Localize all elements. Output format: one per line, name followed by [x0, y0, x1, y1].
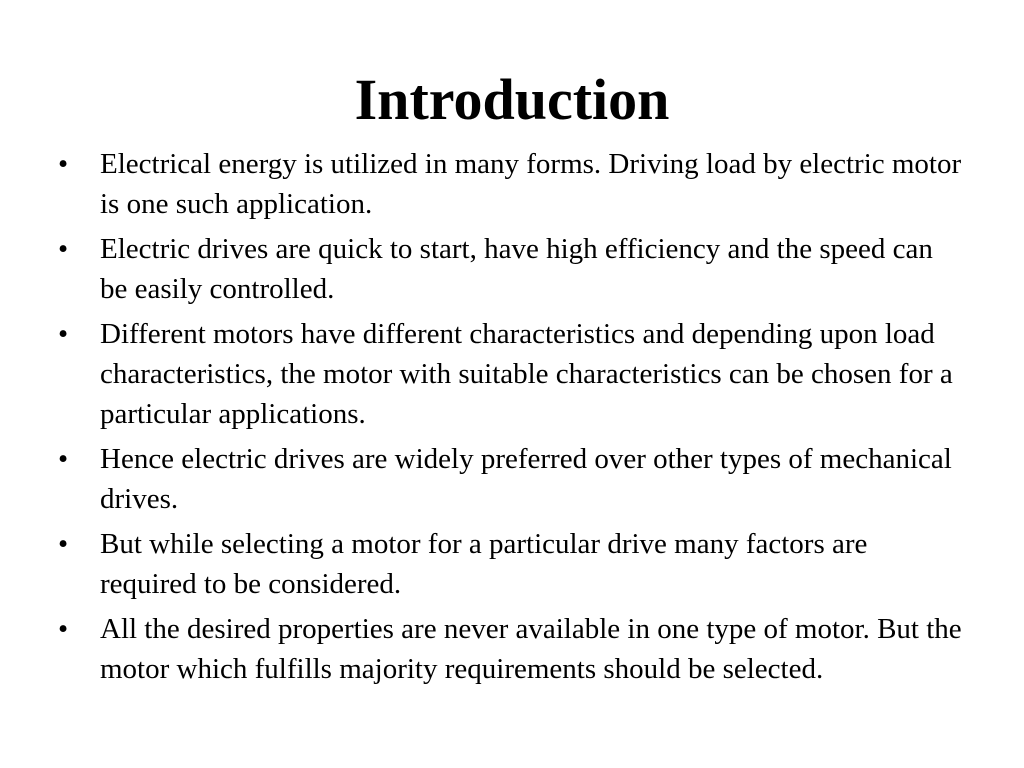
- bullet-icon: •: [58, 443, 69, 475]
- list-item: [56, 524, 966, 604]
- list-item: [56, 144, 966, 224]
- slide-title: Introduction: [354, 67, 670, 132]
- list-item: [56, 609, 966, 689]
- list-item: [56, 314, 966, 434]
- list-item: [56, 439, 966, 519]
- bullet-icon: •: [58, 233, 69, 265]
- bullet-text: Electric drives are quick to start, have high efficiency and the speed can be easily controlled.: [100, 233, 933, 305]
- bullet-text: Electrical energy is utilized in many forms. Driving load by electric motor is one such application.: [100, 148, 962, 220]
- bullet-list: [56, 144, 966, 694]
- bullet-text: Different motors have different characteristics and depending upon load characteristics, the motor with suitable characteristics can be chosen for a particular applications.: [100, 318, 953, 430]
- bullet-icon: •: [58, 613, 69, 645]
- bullet-icon: •: [58, 148, 69, 180]
- bullet-text: But while selecting a motor for a particular drive many factors are required to be considered.: [100, 528, 868, 600]
- bullet-text: Hence electric drives are widely preferred over other types of mechanical drives.: [100, 443, 952, 515]
- bullet-text: All the desired properties are never available in one type of motor. But the motor which fulfills majority requirements should be selected.: [100, 613, 962, 685]
- bullet-icon: •: [58, 318, 69, 350]
- bullet-icon: •: [58, 528, 69, 560]
- list-item: [56, 229, 966, 309]
